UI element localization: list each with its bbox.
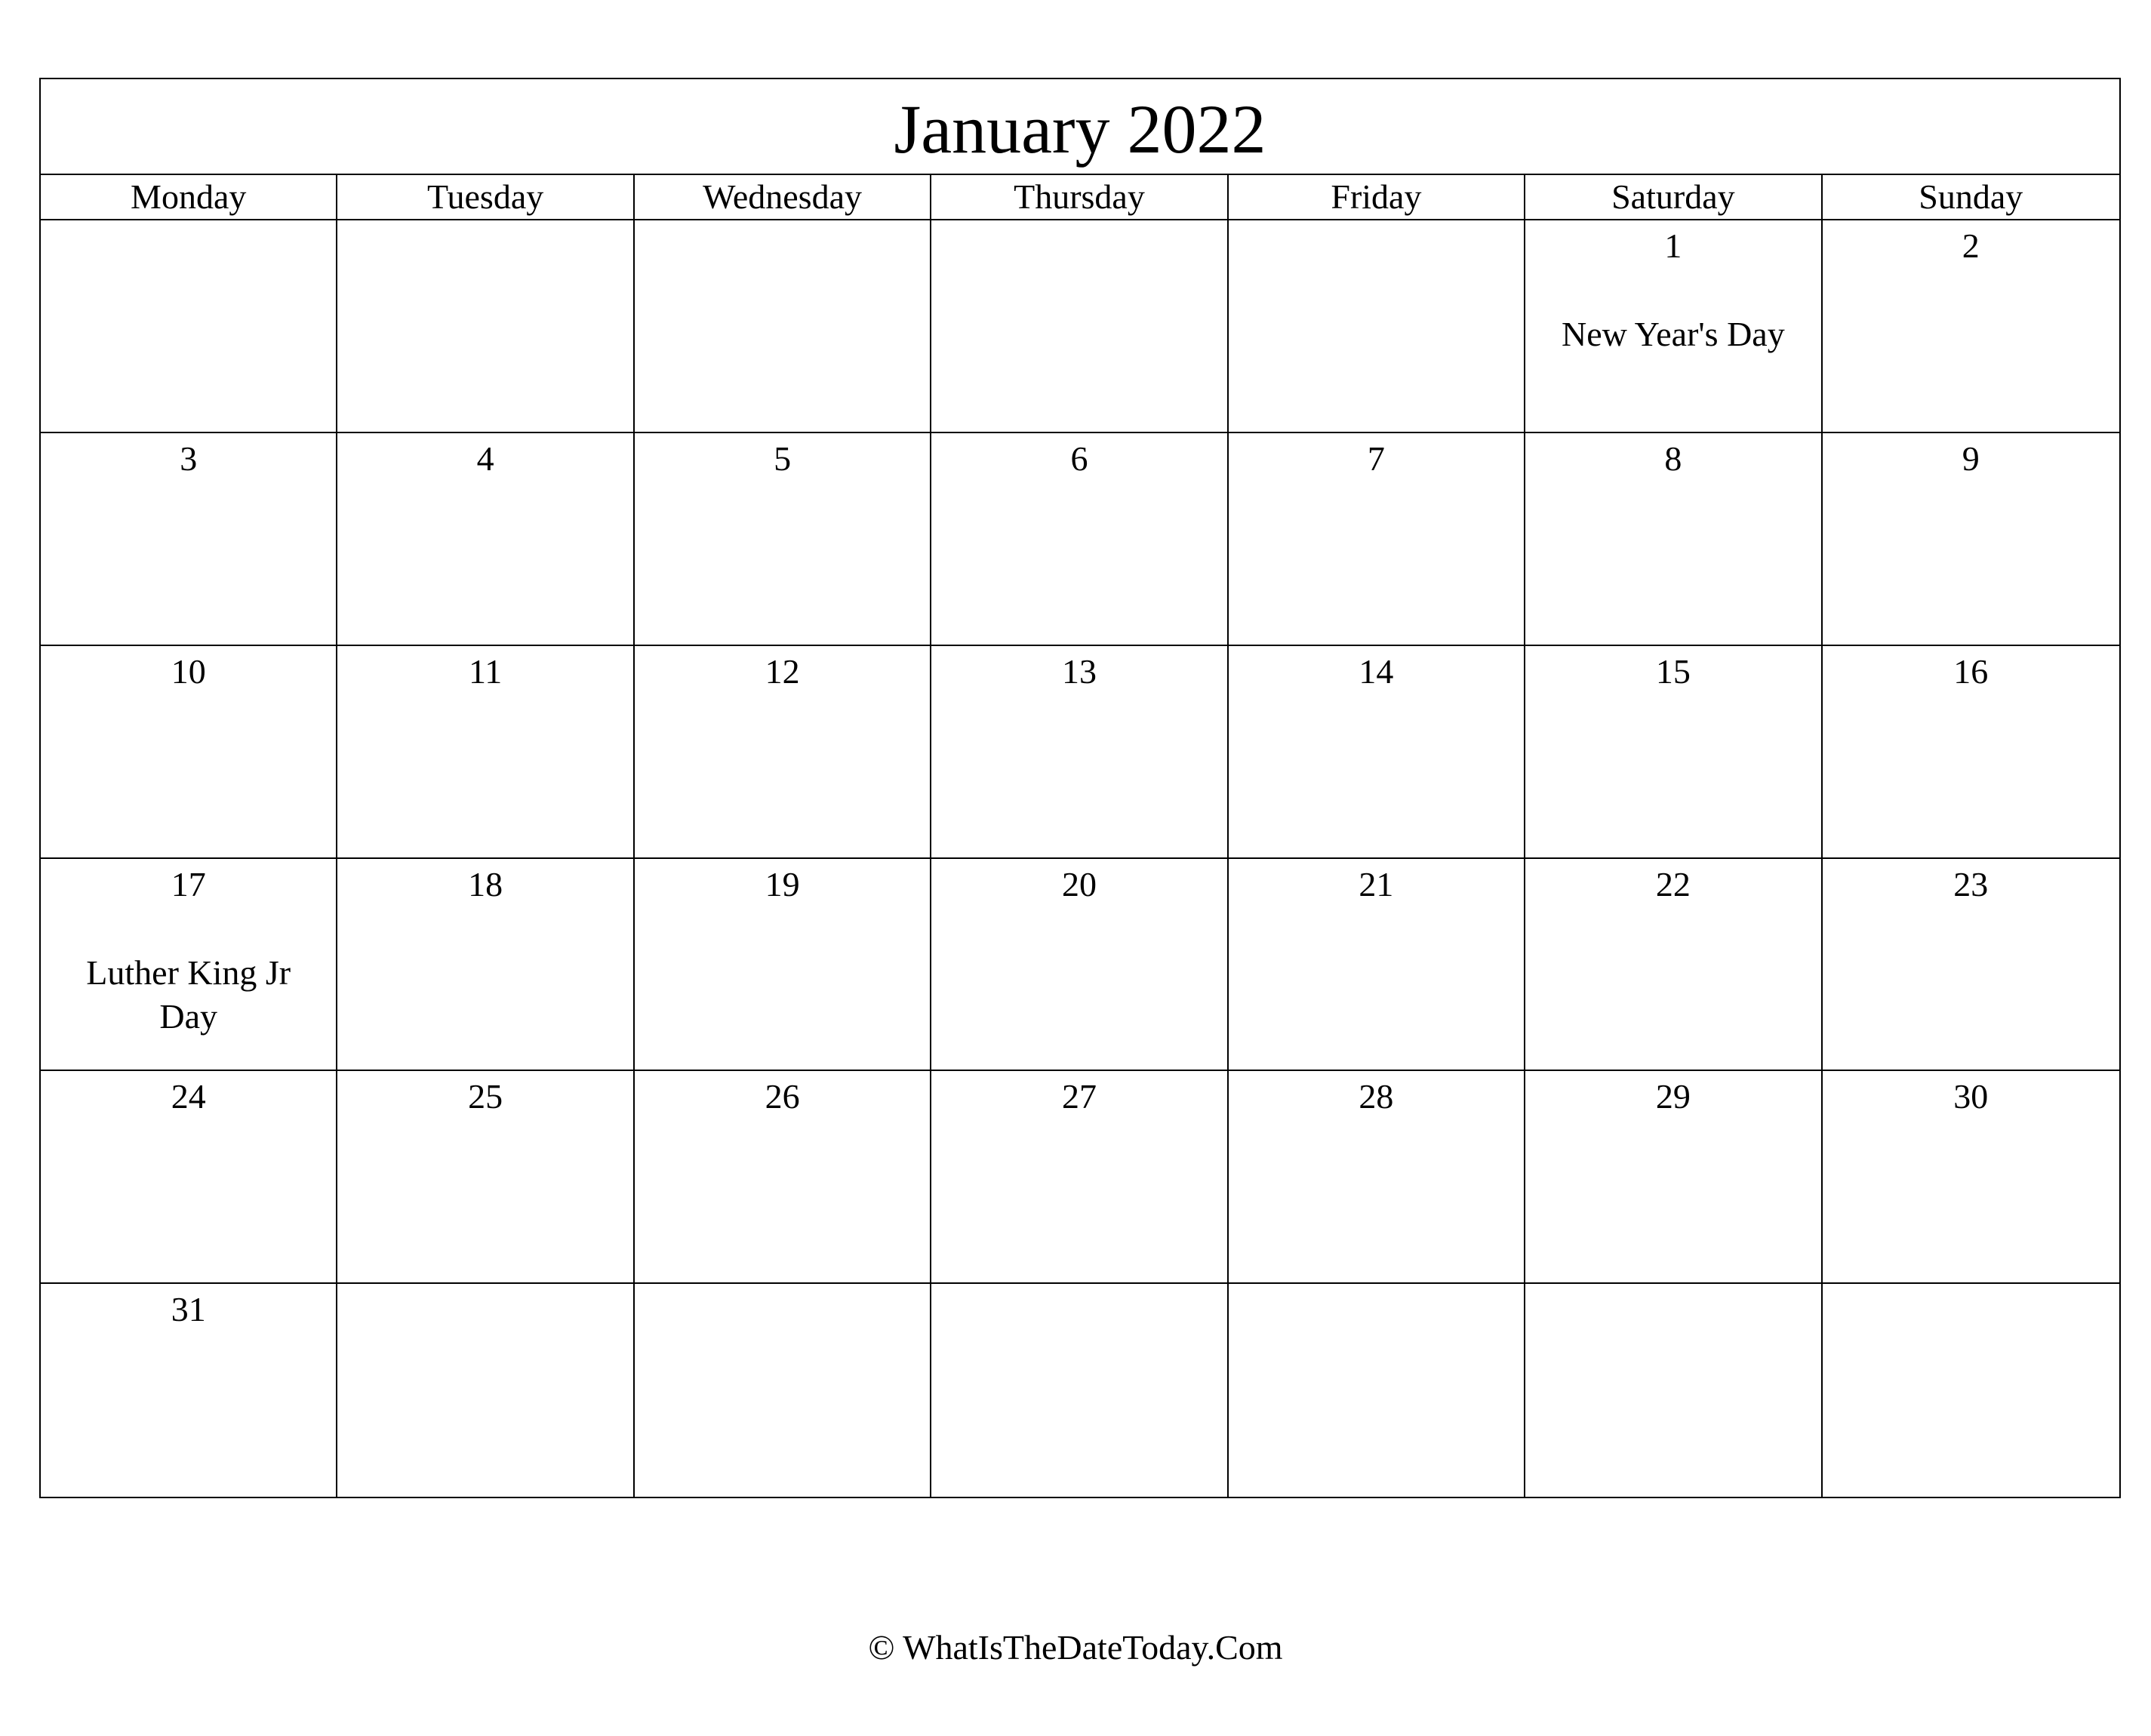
footer-copyright: © WhatIsTheDateToday.Com [868, 1628, 1283, 1667]
day-cell [931, 1071, 1228, 1284]
day-cell [1823, 859, 2119, 1072]
day-number: 16 [1953, 651, 1989, 691]
day-cell [931, 646, 1228, 859]
day-cell [41, 859, 337, 1072]
day-cell [635, 1071, 931, 1284]
day-cell [337, 220, 634, 433]
day-number: 10 [171, 651, 206, 691]
day-number: 30 [1953, 1077, 1989, 1116]
day-cell [41, 646, 337, 859]
day-cell [41, 220, 337, 433]
weekday-header-monday: Monday [41, 175, 337, 219]
day-number: 27 [1061, 1077, 1097, 1116]
weekday-header-thursday: Thursday [931, 175, 1228, 219]
day-number: 24 [171, 1077, 206, 1116]
day-cell [931, 433, 1228, 646]
day-cell [41, 1071, 337, 1284]
day-number: 21 [1359, 864, 1394, 903]
day-cell [1229, 1284, 1525, 1497]
day-cell [1525, 433, 1822, 646]
weekday-header-row [41, 175, 2119, 220]
day-number: 31 [171, 1290, 206, 1329]
day-cell [1229, 1071, 1525, 1284]
day-cell [337, 1284, 634, 1497]
day-cell [1229, 433, 1525, 646]
day-cell [337, 859, 634, 1072]
day-cell [931, 859, 1228, 1072]
weekday-header-saturday: Saturday [1525, 175, 1822, 219]
calendar-title-row [41, 79, 2119, 175]
weekday-header-friday: Friday [1229, 175, 1525, 219]
calendar-title: January 2022 [894, 90, 1266, 168]
day-number: 5 [774, 439, 792, 478]
day-cell [1823, 220, 2119, 433]
day-number: 9 [1962, 439, 1980, 478]
day-cell [1229, 859, 1525, 1072]
weekday-header-tuesday: Tuesday [337, 175, 634, 219]
day-cell [635, 646, 931, 859]
day-number: 13 [1061, 651, 1097, 691]
day-number: 23 [1953, 864, 1989, 903]
weekday-header-wednesday: Wednesday [635, 175, 931, 219]
day-number: 3 [180, 439, 198, 478]
day-cell [931, 1284, 1228, 1497]
day-cell [1229, 220, 1525, 433]
day-cell [635, 1284, 931, 1497]
day-number: 14 [1359, 651, 1394, 691]
day-cell [635, 220, 931, 433]
day-number: 12 [765, 651, 800, 691]
day-cell [1525, 859, 1822, 1072]
day-number: 17 [171, 864, 206, 903]
calendar-table [39, 78, 2121, 1498]
day-cell [1229, 646, 1525, 859]
day-number: 15 [1655, 651, 1691, 691]
holiday-label: Luther King Jr Day [86, 953, 291, 1036]
day-cell [1525, 220, 1822, 433]
day-cell [1525, 1284, 1822, 1497]
holiday-label: New Year's Day [1561, 315, 1785, 353]
day-cell [635, 859, 931, 1072]
day-number: 2 [1962, 226, 1980, 265]
day-cell [1525, 646, 1822, 859]
weekday-header-sunday: Sunday [1919, 177, 2023, 216]
day-number: 8 [1664, 439, 1682, 478]
day-number: 7 [1367, 439, 1385, 478]
day-number: 29 [1655, 1077, 1691, 1116]
day-cell [931, 220, 1228, 433]
day-number: 11 [468, 651, 503, 691]
day-number: 6 [1070, 439, 1088, 478]
day-number: 4 [476, 439, 494, 478]
day-cell [635, 433, 931, 646]
day-number: 1 [1664, 226, 1682, 265]
day-number: 25 [468, 1077, 503, 1116]
day-cell [1525, 1071, 1822, 1284]
day-number: 22 [1655, 864, 1691, 903]
day-number: 20 [1061, 864, 1097, 903]
day-cell [41, 433, 337, 646]
day-cell [1823, 433, 2119, 646]
day-cell [337, 433, 634, 646]
day-number: 28 [1359, 1077, 1394, 1116]
day-cell [337, 1071, 634, 1284]
day-number: 19 [765, 864, 800, 903]
day-number: 26 [765, 1077, 800, 1116]
calendar-day-grid [41, 220, 2119, 1497]
day-cell [1823, 1071, 2119, 1284]
day-cell [1823, 646, 2119, 859]
day-cell [337, 646, 634, 859]
day-number: 18 [468, 864, 503, 903]
day-cell [1823, 1284, 2119, 1497]
day-cell [41, 1284, 337, 1497]
